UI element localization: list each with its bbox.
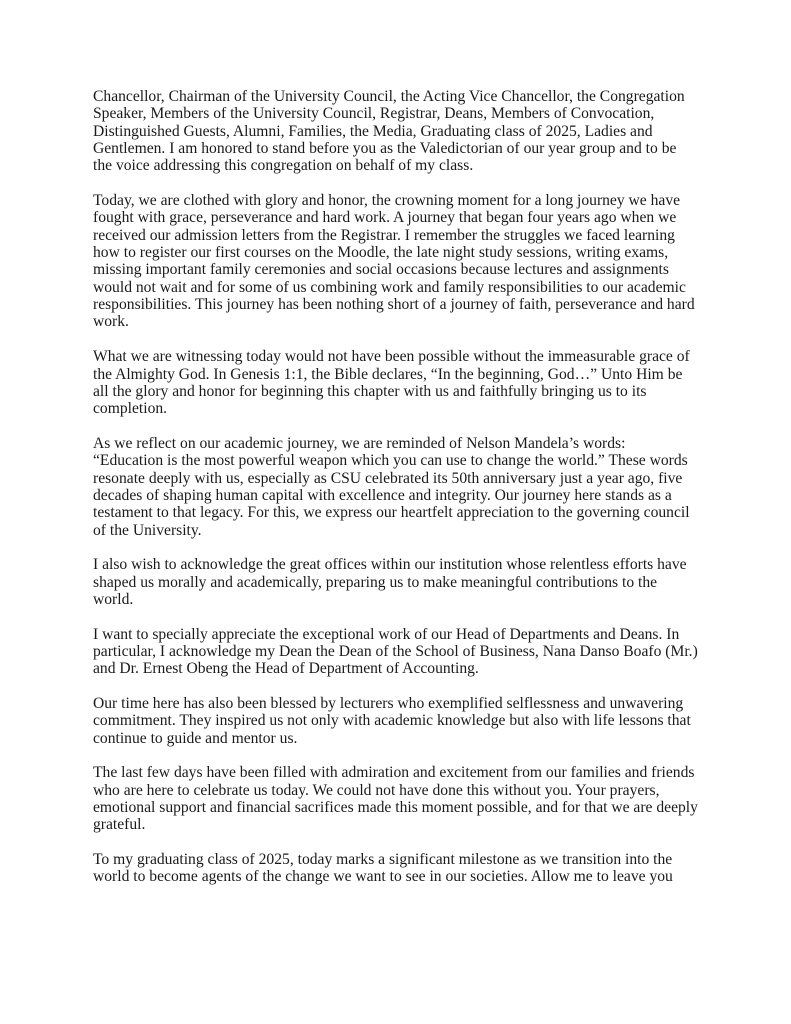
text-line: I also wish to acknowledge the great offices within our institution whose relentless efforts have — [93, 556, 687, 574]
text-line: Our time here has also been blessed by lecturers who exemplified selflessness and unwavering — [93, 695, 684, 713]
paragraph — [93, 764, 713, 833]
text-line: and Dr. Ernest Obeng the Head of Department of Accounting. — [93, 660, 479, 678]
text-line: received our admission letters from the Registrar. I remember the struggles we faced learning — [93, 226, 675, 244]
text-line: world to become agents of the change we want to see in our societies. Allow me to leave you — [93, 868, 673, 886]
paragraph — [93, 626, 713, 678]
text-line: who are here to celebrate us today. We could not have done this without you. Your prayers, — [93, 781, 660, 799]
text-line: grateful. — [93, 816, 146, 834]
text-line: the voice addressing this congregation on behalf of my class. — [93, 157, 474, 175]
text-line: As we reflect on our academic journey, we are reminded of Nelson Mandela’s words: — [93, 434, 626, 452]
text-line: The last few days have been filled with admiration and excitement from our families and friends — [93, 764, 695, 782]
text-line: would not wait and for some of us combining work and family responsibilities to our academic — [93, 278, 686, 296]
paragraph — [93, 192, 713, 331]
text-line: of the University. — [93, 521, 202, 539]
paragraph — [93, 695, 713, 747]
text-line: emotional support and financial sacrifices made this moment possible, and for that we are deeply — [93, 799, 698, 817]
paragraph — [93, 88, 713, 175]
text-line: Today, we are clothed with glory and honor, the crowning moment for a long journey we have — [93, 192, 681, 210]
text-line: particular, I acknowledge my Dean the Dean of the School of Business, Nana Danso Boafo (Mr.) — [93, 643, 698, 660]
paragraph — [93, 348, 713, 417]
text-line: Speaker, Members of the University Council, Registrar, Deans, Members of Convocation, — [93, 105, 655, 123]
text-line: What we are witnessing today would not have been possible without the immeasurable grace of — [93, 348, 690, 366]
paragraph — [93, 851, 713, 886]
paragraph — [93, 556, 713, 608]
text-line: “Education is the most powerful weapon which you can use to change the world.” These words — [93, 452, 688, 470]
text-line: missing important family ceremonies and social occasions because lectures and assignments — [93, 261, 669, 279]
text-line: To my graduating class of 2025, today marks a significant milestone as we transition into the — [93, 851, 673, 869]
paragraph — [93, 435, 713, 539]
text-line: Chancellor, Chairman of the University Council, the Acting Vice Chancellor, the Congregation — [93, 88, 685, 105]
text-line: Gentlemen. I am honored to stand before you as the Valedictorian of our year group and to be — [93, 140, 677, 158]
text-line: all the glory and honor for beginning this chapter with us and faithfully bringing us to its — [93, 382, 647, 400]
text-line: world. — [93, 590, 134, 608]
text-line: I want to specially appreciate the exceptional work of our Head of Departments and Deans. In — [93, 625, 680, 643]
text-line: Distinguished Guests, Alumni, Families, the Media, Graduating class of 2025, Ladies and — [93, 122, 653, 140]
text-line: commitment. They inspired us not only with academic knowledge but also with life lessons that — [93, 712, 691, 730]
speech-body — [93, 88, 713, 903]
text-line: continue to guide and mentor us. — [93, 729, 298, 747]
text-line: responsibilities. This journey has been nothing short of a journey of faith, perseverance and hard — [93, 296, 695, 314]
text-line: completion. — [93, 400, 168, 418]
text-line: resonate deeply with us, especially as CSU celebrated its 50th anniversary just a year ago, five — [93, 469, 683, 487]
text-line: work. — [93, 313, 129, 331]
text-line: the Almighty God. In Genesis 1:1, the Bible declares, “In the beginning, God…” Unto Him be — [93, 365, 683, 383]
text-line: decades of shaping human capital with excellence and integrity. Our journey here stands as a — [93, 486, 672, 504]
text-line: testament to that legacy. For this, we express our heartfelt appreciation to the governing council — [93, 504, 690, 522]
text-line: shaped us morally and academically, preparing us to make meaningful contributions to the — [93, 573, 658, 591]
text-line: how to register our first courses on the Moodle, the late night study sessions, writing exams, — [93, 244, 669, 262]
text-line: fought with grace, perseverance and hard work. A journey that began four years ago when we — [93, 209, 677, 227]
